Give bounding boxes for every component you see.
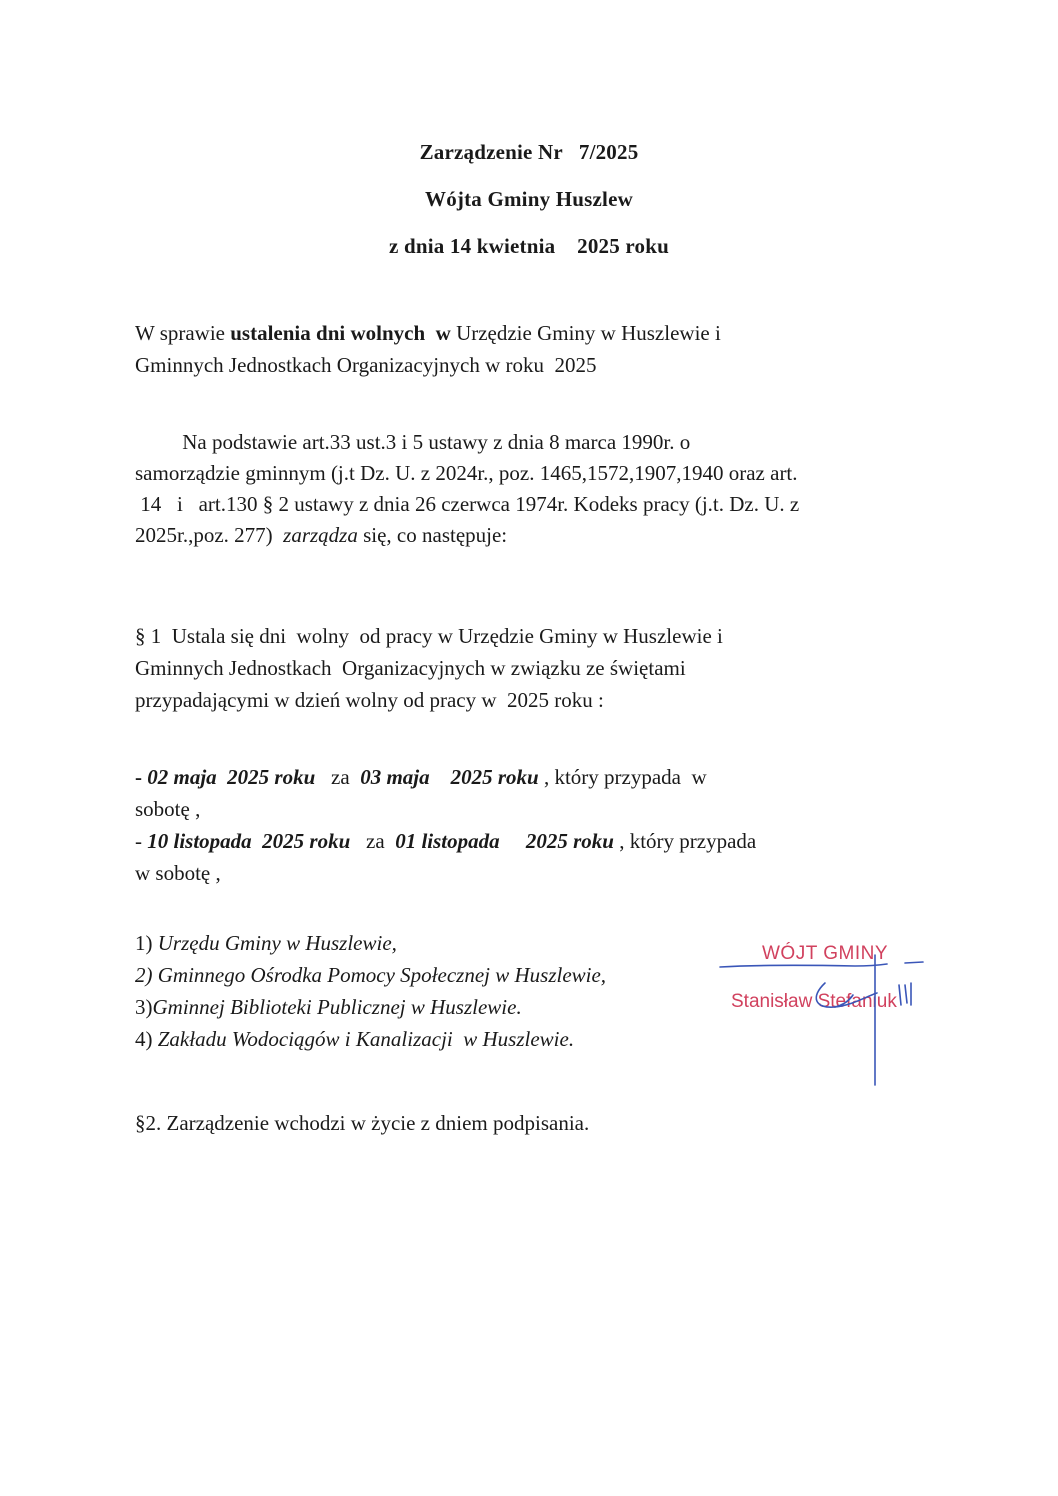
free-day-2-note: , który przypada bbox=[613, 829, 757, 854]
unit-item-4-number: 4) bbox=[135, 1027, 158, 1052]
subject-line-2: Gminnych Jednostkach Organizacyjnych w roku 2025 bbox=[135, 352, 597, 377]
basis-line-3: 14 i art.130 § 2 ustawy z dnia 26 czerwca 1974r. Kodeks pracy (j.t. Dz. U. z bbox=[135, 491, 800, 516]
section-1-line-2: Gminnych Jednostkach Organizacyjnych w związku ze świętami bbox=[135, 655, 686, 680]
subject-paragraph bbox=[135, 318, 915, 381]
free-day-2-date: 10 listopada 2025 roku bbox=[147, 829, 351, 854]
section-1-line-3: przypadającymi w dzień wolny od pracy w 2025 roku : bbox=[135, 687, 604, 712]
free-day-1 bbox=[135, 761, 915, 793]
official-stamp bbox=[715, 935, 945, 1095]
section-1 bbox=[135, 621, 915, 717]
basis-line-4 bbox=[135, 520, 915, 551]
unit-item-1-number: 1) bbox=[135, 931, 158, 955]
unit-item-2: 2) Gminnego Ośrodka Pomocy Społecznej w Huszlewie, bbox=[135, 963, 607, 988]
basis-decree-word: zarządza bbox=[283, 522, 358, 547]
free-day-2-continuation: w sobotę , bbox=[135, 861, 221, 886]
subject-prefix: W sprawie bbox=[135, 321, 231, 345]
section-2: §2. Zarządzenie wchodzi w życie z dniem podpisania. bbox=[135, 1111, 590, 1135]
free-day-2-holiday: 01 listopada 2025 roku bbox=[395, 829, 614, 854]
free-day-1-continuation: sobotę , bbox=[135, 797, 201, 822]
basis-ref: 2025r.,poz. 277) bbox=[135, 522, 284, 547]
free-days-list bbox=[135, 761, 915, 890]
subject-bold: ustalenia dni wolnych w bbox=[230, 321, 451, 345]
free-day-2 bbox=[135, 825, 915, 857]
handwritten-signature bbox=[715, 935, 945, 1095]
unit-item-3-text: Gminnej Biblioteki Publicznej w Huszlewie. bbox=[152, 995, 522, 1020]
stamp-title: WÓJT GMINY bbox=[762, 943, 889, 964]
free-day-1-dash: - bbox=[135, 765, 148, 789]
free-day-2-dash: - bbox=[135, 829, 148, 854]
document-date: z dnia 14 kwietnia 2025 roku bbox=[388, 234, 670, 258]
basis-line-1: Na podstawie art.33 ust.3 i 5 ustawy z dnia 8 marca 1990r. o bbox=[135, 430, 691, 454]
basis-ending: się, co następuje: bbox=[357, 522, 508, 547]
basis-line-2: samorządzie gminnym (j.t Dz. U. z 2024r., poz. 1465,1572,1907,1940 oraz art. bbox=[135, 460, 798, 485]
document-number: Zarządzenie Nr 7/2025 bbox=[419, 140, 639, 164]
free-day-1-date: 02 maja 2025 roku bbox=[147, 765, 316, 789]
free-day-1-note: , który przypada w bbox=[538, 765, 707, 789]
subject-suffix: Urzędzie Gminy w Huszlewie i bbox=[450, 321, 721, 345]
section-1-line-1: § 1 Ustala się dni wolny od pracy w Urzędzie Gminy w Huszlewie i bbox=[135, 624, 723, 648]
legal-basis-paragraph bbox=[135, 427, 915, 550]
issuer: Wójta Gminy Huszlew bbox=[425, 187, 633, 211]
stamp-name: Stanisław Stefaniuk bbox=[731, 991, 897, 1012]
free-day-1-for: za bbox=[315, 765, 361, 789]
free-day-2-for: za bbox=[350, 829, 396, 854]
unit-item-1-text: Urzędu Gminy w Huszlewie, bbox=[157, 931, 397, 955]
unit-item-3-number: 3) bbox=[135, 995, 153, 1020]
free-day-1-holiday: 03 maja 2025 roku bbox=[360, 765, 539, 789]
subject-line-1 bbox=[135, 318, 915, 350]
unit-item-4-text: Zakładu Wodociągów i Kanalizacji w Huszlewie. bbox=[157, 1027, 575, 1052]
